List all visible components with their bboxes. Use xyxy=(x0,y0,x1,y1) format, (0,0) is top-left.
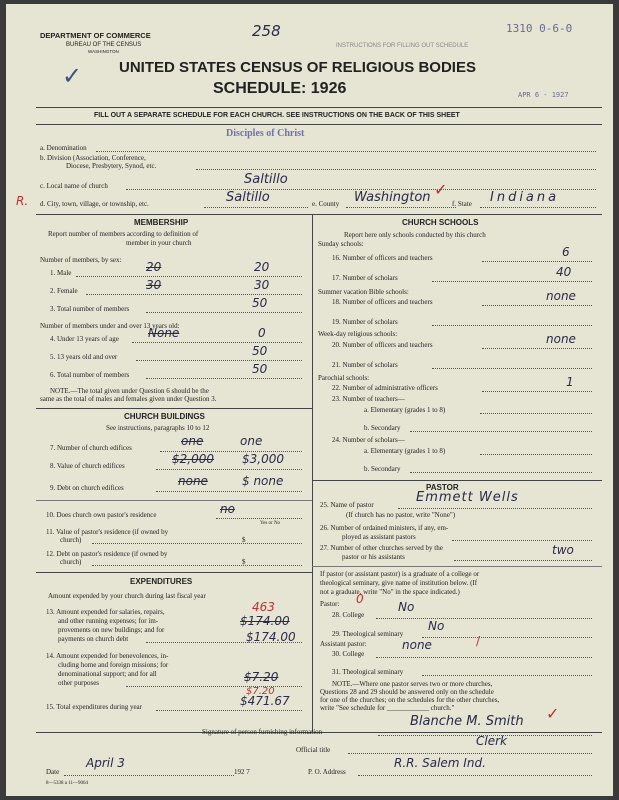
by-sex-label: Number of members, by sex: xyxy=(40,256,122,264)
female-crossed: 30 xyxy=(146,278,162,292)
membership-note: NOTE.—The total given under Question 6 should be the xyxy=(50,387,209,395)
membership-intro: Report number of members according to definition of xyxy=(48,230,199,238)
q18-label: 18. Number of officers and teachers xyxy=(332,298,433,306)
graduate-instruction-3: not a graduate, write "No" in the space indicated.) xyxy=(320,588,460,596)
q17-value: 40 xyxy=(556,265,572,279)
edifices-crossed: one xyxy=(181,434,204,448)
residence-value-label: 11. Value of pastor's residence (if owned by xyxy=(46,528,169,536)
q26-label: 26. Number of ordained ministers, if any, em- xyxy=(320,524,449,532)
q16-value: 6 xyxy=(562,245,570,259)
under-13-value: 0 xyxy=(258,326,266,340)
over-13-label: 5. 13 years old and over xyxy=(50,353,118,361)
q18-value: none xyxy=(546,289,576,303)
value-edifices-value: $3,000 xyxy=(242,452,284,466)
schedule-number: 258 xyxy=(252,22,281,40)
expenditures-sub: Amount expended by your church during last fiscal year xyxy=(48,592,206,600)
q23a-label: a. Elementary (grades 1 to 8) xyxy=(364,406,446,414)
total-6-label: 6. Total number of members xyxy=(50,371,130,379)
r-mark: R. xyxy=(16,194,29,208)
q30-value: none xyxy=(402,638,432,652)
male-label: 1. Male xyxy=(50,269,72,277)
q20-label: 20. Number of officers and teachers xyxy=(332,341,433,349)
division-label-2: Diocese, Presbytery, Synod, etc. xyxy=(66,162,157,170)
signature-value: Blanche M. Smith xyxy=(410,714,524,729)
city-town-value: Saltillo xyxy=(226,190,270,205)
form-number: 8—5338 a 11—9064 xyxy=(46,781,89,786)
residence-value-label-2: church) xyxy=(60,536,82,544)
city-label: WASHINGTON xyxy=(88,49,119,54)
pastor-note-3: for one of the churches; on the schedules for the other churches, xyxy=(320,696,500,704)
date-stamp: APR 6 - 1927 xyxy=(518,91,569,99)
official-title-label: Official title xyxy=(296,746,331,754)
po-address-value: R.R. Salem Ind. xyxy=(394,756,486,770)
q27-label-2: pastor or his assistants xyxy=(342,553,405,561)
q20-value: none xyxy=(546,332,576,346)
local-name-label: c. Local name of church xyxy=(40,182,108,190)
membership-note-2: same as the total of males and females given under Question 3. xyxy=(40,395,217,403)
denomination-stamp: Disciples of Christ xyxy=(226,128,305,139)
q22-label: 22. Number of administrative officers xyxy=(332,384,438,392)
yes-no-label: Yes or No xyxy=(260,521,281,526)
division-label: b. Division (Association, Conference, xyxy=(40,154,146,162)
local-name-value: Saltillo xyxy=(244,172,288,187)
signature-label: Signature of person furnishing information xyxy=(202,728,323,736)
q16-label: 16. Number of officers and teachers xyxy=(332,254,433,262)
residence-debt-label-2: church) xyxy=(60,558,82,566)
q24a-label: a. Elementary (grades 1 to 8) xyxy=(364,447,446,455)
schools-header: CHURCH SCHOOLS xyxy=(402,218,479,227)
q24b-label: b. Secondary xyxy=(364,465,401,473)
membership-intro-2: member in your church xyxy=(126,239,192,247)
q21-label: 21. Number of scholars xyxy=(332,361,398,369)
title-line1: UNITED STATES CENSUS OF RELIGIOUS BODIES xyxy=(119,59,476,76)
q25-label: 25. Name of pastor xyxy=(320,501,374,509)
under-13-label: 4. Under 13 years of age xyxy=(50,335,119,343)
graduate-instruction: If pastor (or assistant pastor) is a graduate of a college or xyxy=(320,570,480,578)
state-label: f. State xyxy=(452,200,472,208)
age-intro: Number of members under and over 13 years old: xyxy=(40,322,180,330)
census-schedule-page: DEPARTMENT OF COMMERCE BUREAU OF THE CENSUS WASHINGTON 258 1310 0-6-0 ✓ INSTRUCTIONS FOR FILLING OUT SCHEDULE UNITED STATES CENSUS OF RELIGIOUS BODIES SCHEDULE: 1926 APR 6 - 1927 FILL OUT A SEPARATE SCHEDULE FOR EACH CHURCH. SEE INSTRUCTIONS ON THE BACK OF THIS SHEET Disciples of Christ a. Denomination b. Division (Association, Conference, Diocese, Presbytery, Synod, etc. c. Local name of church Saltillo R. d. City, town, village, or township, etc. Saltillo e. County Washington ✓ f. State Indiana MEMBERSHIP Report number of members according to definition of member in your church Number of members, by sex: 1. Male 20 20 2. Female 30 30 3. Total number of members 50 Number of members under and over 13 years old: 4. Under 13 years of age None 0 5. 13 years old and over 50 6. Total number of members 50 NOTE.—The total given under Question 6 should be the same as the total of males and females given under Question 3. CHURCH BUILDINGS See instructions, paragraphs 10 to 12 7. Number of church edifices one one 8. Value of church edifices $2,000 $3,000 9. Debt on church edifices none $ none 10. Does church own pastor's residence no Yes or No 11. Value of pastor's residence (if owned by church) $ 12. Debt on pastor's residence (if owned by church) $ EXPENDITURES Amount expended by your church during last fiscal year 13. Amount expended for salaries, repairs, and other running expenses; for im- provements on new buildings; and for payments on church debt 463 $174.00 $174.00 14. Amount expended for benevolences, in- cluding home and foreign missions; for denominational support; and for all other purposes $7.20 $7.20 15. Total expenditures during year $471.67 CHURCH SCHOOLS Report here only schools conducted by this church Sunday schools: 16. Number of officers and teachers 6 17. Number of scholars 40 Summer vacation Bible schools: 18. Number of officers and teachers none 19. Number of scholars Week-day religious schools: 20. Number of officers and teachers none 21. Number of scholars Parochial schools: 22. Number of administrative officers 1 23. Number of teachers— a. Elementary (grades 1 to 8) b. Secondary 24. Number of scholars— a. Elementary (grades 1 to 8) b. Secondary PASTOR 25. Name of pastor Emmett Wells (If church has no pastor, write "None") 26. Number of ordained ministers, if any, em- ployed as assistant pastors 27. Number of other churches served by the pastor or his assistants two If pastor (or assistant pastor) is a graduate of a college or theological seminary, give name of institution below. (If not a graduate, write "No" in the space indicated.) Pastor: 0 28. College No 29. Theological seminary No Assistant pastor: 30. College none / 31. Theological seminary NOTE.—Where one pastor serves two or more churches, Questions 28 and 29 should be answered only on the schedule for one of the churches; on the schedules for the other churches, write "See schedule for ____________ church." Signature of person furnishing information Blanche M. Smith ✓ Official title Clerk Date April 3 192 7 P. O. Address R.R. Salem Ind. 8—5338 a 11—9064 xyxy=(6,4,613,796)
male-value: 20 xyxy=(254,260,270,274)
female-value: 30 xyxy=(254,278,270,292)
buildings-header: CHURCH BUILDINGS xyxy=(124,412,205,421)
title-line2: SCHEDULE: 1926 xyxy=(213,80,347,97)
q29-value: No xyxy=(428,619,445,633)
official-title-value: Clerk xyxy=(476,734,507,748)
debt-edifices-value: $ none xyxy=(242,474,284,488)
q30-label: 30. College xyxy=(332,650,365,658)
membership-header: MEMBERSHIP xyxy=(134,218,189,227)
q13-line-1: 13. Amount expended for salaries, repairs, xyxy=(46,608,165,616)
date-value: April 3 xyxy=(86,756,125,770)
q28-value: No xyxy=(398,600,415,614)
pastor-header: PASTOR xyxy=(426,483,459,492)
q13-red-value: 463 xyxy=(252,600,275,614)
check-mark-icon: ✓ xyxy=(62,62,83,90)
schools-intro: Report here only schools conducted by this church xyxy=(344,231,486,239)
dept-label: DEPARTMENT OF COMMERCE xyxy=(40,31,151,40)
q13-value: $174.00 xyxy=(246,630,296,644)
residence-debt-label: 12. Debt on pastor's residence (if owned by xyxy=(46,550,168,558)
value-edifices-label: 8. Value of church edifices xyxy=(50,462,125,470)
pastor-red-mark: 0 xyxy=(356,592,364,606)
parochial-schools-label: Parochial schools: xyxy=(318,374,370,382)
pastor-residence-label: 10. Does church own pastor's residence xyxy=(46,511,157,519)
red-slash-icon: / xyxy=(476,634,481,648)
value-edifices-crossed: $2,000 xyxy=(172,452,214,466)
summer-schools-label: Summer vacation Bible schools: xyxy=(318,288,409,296)
q28-label: 28. College xyxy=(332,611,365,619)
q25-note: (If church has no pastor, write "None") xyxy=(346,511,456,519)
q13-line-4: payments on church debt xyxy=(58,635,129,643)
female-label: 2. Female xyxy=(50,287,78,295)
q19-label: 19. Number of scholars xyxy=(332,318,398,326)
q14-line-2: cluding home and foreign missions; for xyxy=(58,661,169,669)
q15-label: 15. Total expenditures during year xyxy=(46,703,142,711)
po-address-label: P. O. Address xyxy=(308,768,346,776)
q29-label: 29. Theological seminary xyxy=(332,630,404,638)
edifices-label: 7. Number of church edifices xyxy=(50,444,132,452)
red-check-signature-icon: ✓ xyxy=(546,704,560,723)
expenditures-header: EXPENDITURES xyxy=(130,577,193,586)
date-label: Date xyxy=(46,768,60,776)
total-members-value: 50 xyxy=(252,296,268,310)
graduate-instruction-2: theological seminary, give name of institution below. (If xyxy=(320,579,478,587)
debt-edifices-label: 9. Debt on church edifices xyxy=(50,484,124,492)
pastor-note-4: write "See schedule for ____________ church." xyxy=(320,704,455,712)
q22-value: 1 xyxy=(566,375,574,389)
year-value: 192 7 xyxy=(234,768,250,776)
edifices-value: one xyxy=(240,434,263,448)
q13-line-2: and other running expenses; for im- xyxy=(58,617,159,625)
q13-crossed: $174.00 xyxy=(240,614,290,628)
q14-line-3: denominational support; and for all xyxy=(58,670,157,678)
assistant-pastor-sublabel: Assistant pastor: xyxy=(320,640,367,648)
q13-line-3: provements on new buildings; and for xyxy=(58,626,165,634)
state-value: Indiana xyxy=(490,190,560,205)
q14-line-4: other purposes xyxy=(58,679,100,687)
male-crossed: 20 xyxy=(146,260,162,274)
bureau-label: BUREAU OF THE CENSUS xyxy=(66,42,142,48)
total-members-label: 3. Total number of members xyxy=(50,305,130,313)
debt-edifices-crossed: none xyxy=(178,474,208,488)
q27-value: two xyxy=(552,543,574,557)
total-6-value: 50 xyxy=(252,362,268,376)
q23-label: 23. Number of teachers— xyxy=(332,395,405,403)
pastor-note-1: NOTE.—Where one pastor serves two or more churches, xyxy=(332,680,493,688)
instructions-header: INSTRUCTIONS FOR FILLING OUT SCHEDULE xyxy=(336,43,469,49)
q14-line-1: 14. Amount expended for benevolences, in- xyxy=(46,652,169,660)
pastor-residence-value: no xyxy=(220,502,235,516)
q31-label: 31. Theological seminary xyxy=(332,668,404,676)
weekday-schools-label: Week-day religious schools: xyxy=(318,330,398,338)
pastor-sublabel: Pastor: xyxy=(320,600,340,608)
buildings-sub: See instructions, paragraphs 10 to 12 xyxy=(106,424,210,432)
q27-label: 27. Number of other churches served by the xyxy=(320,544,443,552)
pastor-note-2: Questions 28 and 29 should be answered only on the schedule xyxy=(320,688,494,696)
city-town-label: d. City, town, village, or township, etc. xyxy=(40,200,149,208)
q24-label: 24. Number of scholars— xyxy=(332,436,405,444)
sunday-schools-label: Sunday schools: xyxy=(318,240,364,248)
under-13-crossed: None xyxy=(148,326,180,340)
over-13-value: 50 xyxy=(252,344,268,358)
stamp-code: 1310 0-6-0 xyxy=(506,22,573,35)
q26-label-2: ployed as assistant pastors xyxy=(342,533,416,541)
denomination-label: a. Denomination xyxy=(40,144,87,152)
q14-crossed: $7.20 xyxy=(244,670,279,684)
q25-value: Emmett Wells xyxy=(416,490,519,505)
county-label: e. County xyxy=(312,200,340,208)
q15-value: $471.67 xyxy=(240,694,290,708)
q17-label: 17. Number of scholars xyxy=(332,274,398,282)
county-value: Washington xyxy=(354,190,431,205)
q23b-label: b. Secondary xyxy=(364,424,401,432)
red-check-icon: ✓ xyxy=(434,180,448,199)
q14-red-value: $7.20 xyxy=(246,686,275,697)
instruction-line: FILL OUT A SEPARATE SCHEDULE FOR EACH CHURCH. SEE INSTRUCTIONS ON THE BACK OF THIS SHEET xyxy=(94,112,460,119)
